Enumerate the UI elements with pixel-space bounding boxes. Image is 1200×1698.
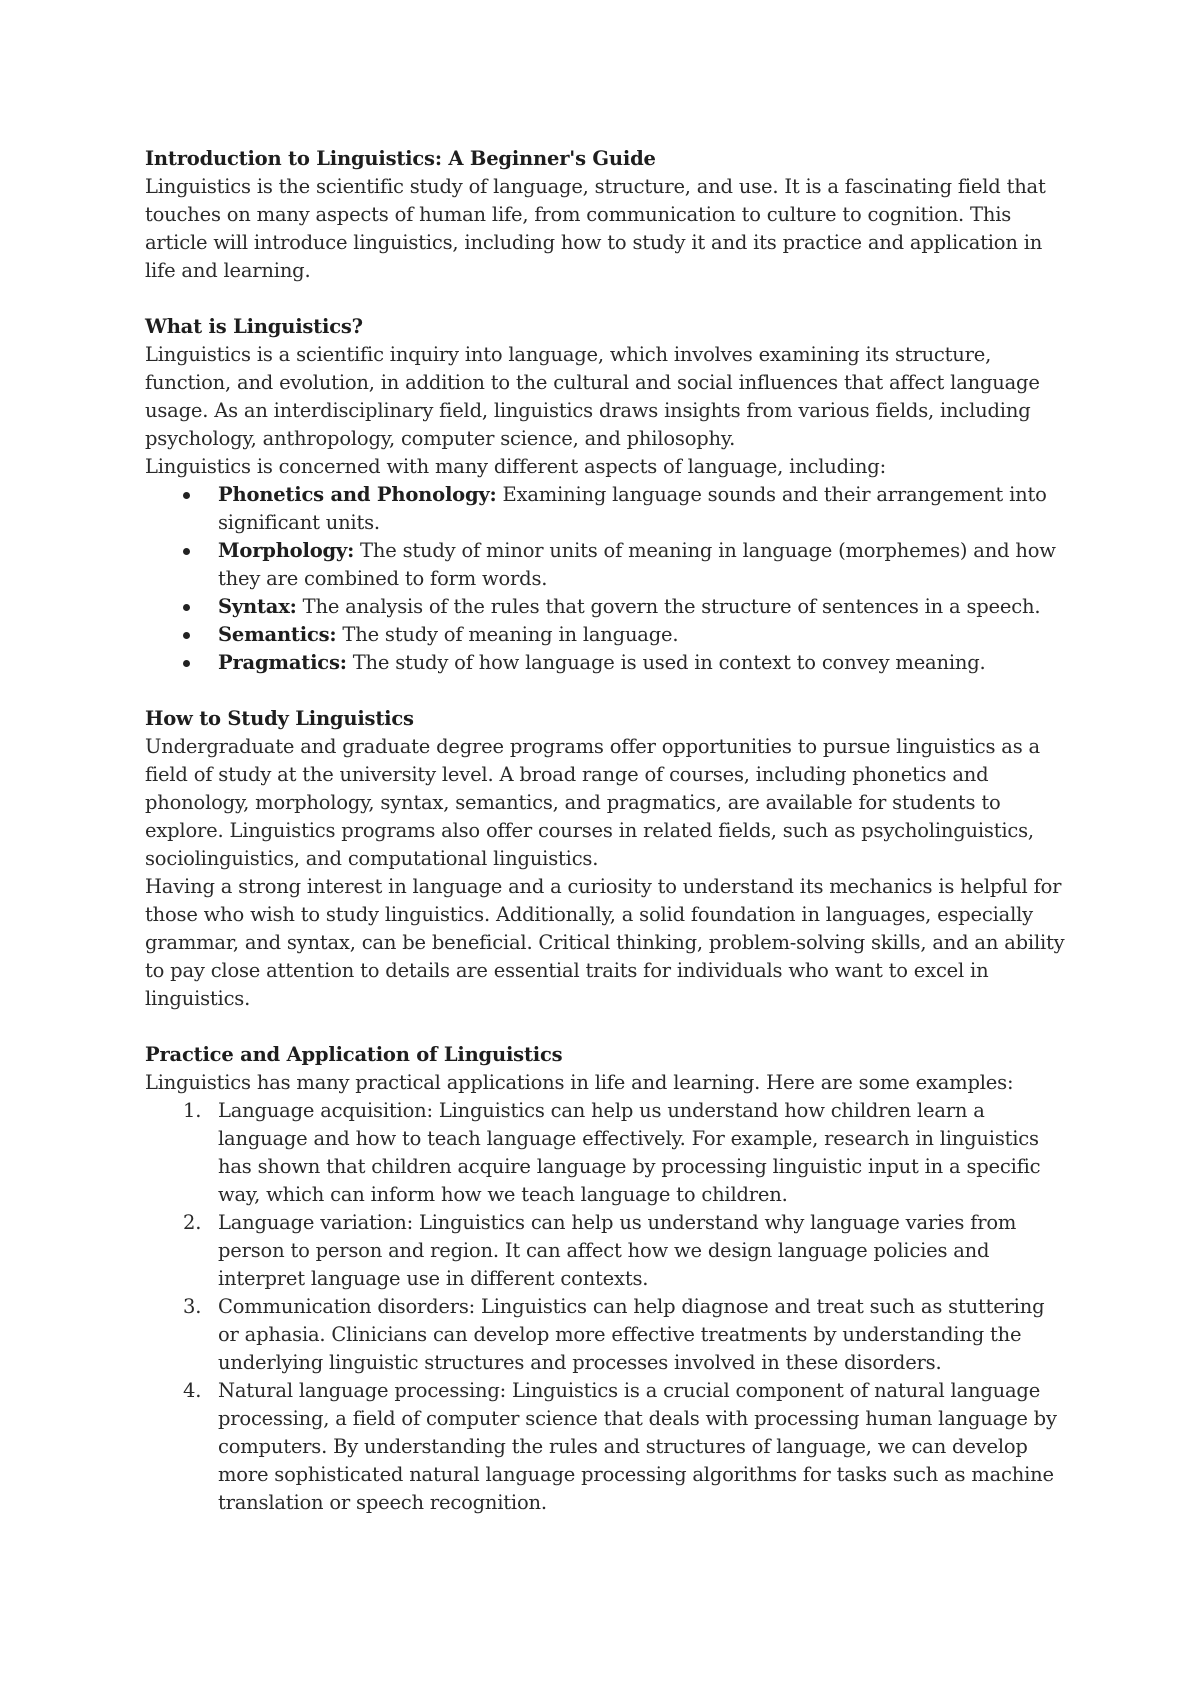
list-item-number: 2. [183, 1211, 202, 1234]
list-item-number: 4. [183, 1379, 202, 1402]
list-item-term: Pragmatics: [218, 651, 347, 674]
list-item-text: Language acquisition: Linguistics can help us understand how children learn a language and how to teach language effectively. For example, research in linguistics has shown that children acquire language by processing linguistic input in a specific way, which can inform how we teach language to children. [218, 1099, 1041, 1206]
list-item [145, 481, 1065, 537]
list-item-text: The study of meaning in language. [336, 623, 679, 646]
list-item [145, 537, 1065, 593]
applications-list [145, 1097, 1065, 1517]
list-item-term: Syntax: [218, 595, 297, 618]
list-item-text: Examining language sounds and their arrangement into significant units. [218, 483, 1047, 534]
list-item-number: 3. [183, 1295, 202, 1318]
list-item-number: 1. [183, 1099, 202, 1122]
list-item-text: Natural language processing: Linguistics is a crucial component of natural language processing, a field of computer science that deals with processing human language by computers. By understanding the rules and structures of language, we can develop more sophisticated natural language processing algorithms for tasks such as machine translation or speech recognition. [218, 1379, 1057, 1514]
practice-paragraph-1: Linguistics has many practical applications in life and learning. Here are some examples: [145, 1071, 1014, 1094]
list-item [145, 1377, 1065, 1517]
list-item [145, 1293, 1065, 1377]
list-item [145, 1209, 1065, 1293]
list-item-text: The study of minor units of meaning in language (morphemes) and how they are combined to form words. [218, 539, 1056, 590]
heading-practice-application: Practice and Application of Linguistics [145, 1043, 563, 1066]
list-item [145, 649, 1065, 677]
list-item-term: Semantics: [218, 623, 337, 646]
list-item-term: Phonetics and Phonology: [218, 483, 497, 506]
spacer [145, 677, 1065, 705]
list-item [145, 593, 1065, 621]
list-item [145, 1097, 1065, 1209]
list-item-text: The study of how language is used in context to convey meaning. [346, 651, 986, 674]
how-paragraph-1: Undergraduate and graduate degree programs offer opportunities to pursue linguistics as a field of study at the university level. A broad range of courses, including phonetics and phonology, morphology, syntax, semantics, and pragmatics, are available for students to explore. Linguistics programs also offer courses in related fields, such as psycholinguistics, sociolinguistics, and computational linguistics. [145, 735, 1040, 870]
document-title: Introduction to Linguistics: A Beginner's Guide [145, 147, 656, 170]
what-paragraph-1: Linguistics is a scientific inquiry into language, which involves examining its structure, function, and evolution, in addition to the cultural and social influences that affect language usage. As an interdisciplinary field, linguistics draws insights from various fields, including psychology, anthropology, computer science, and philosophy. [145, 343, 1040, 450]
list-item-text: Communication disorders: Linguistics can help diagnose and treat such as stuttering or aphasia. Clinicians can develop more effective treatments by understanding the underlying linguistic structures and processes involved in these disorders. [218, 1295, 1045, 1374]
what-paragraph-2: Linguistics is concerned with many different aspects of language, including: [145, 455, 886, 478]
aspects-list [145, 481, 1065, 677]
list-item-text: The analysis of the rules that govern the structure of sentences in a speech. [296, 595, 1041, 618]
how-paragraph-2: Having a strong interest in language and a curiosity to understand its mechanics is helpful for those who wish to study linguistics. Additionally, a solid foundation in languages, especially grammar, and syntax, can be beneficial. Critical thinking, problem-solving skills, and an ability to pay close attention to details are essential traits for individuals who want to excel in linguistics. [145, 875, 1065, 1010]
list-item [145, 621, 1065, 649]
document-body [145, 145, 1065, 1517]
intro-paragraph: Linguistics is the scientific study of language, structure, and use. It is a fascinating field that touches on many aspects of human life, from communication to culture to cognition. This article will introduce linguistics, including how to study it and its practice and application in life and learning. [145, 175, 1046, 282]
list-item-text: Language variation: Linguistics can help us understand why language varies from person to person and region. It can affect how we design language policies and interpret language use in different contexts. [218, 1211, 1017, 1290]
list-item-term: Morphology: [218, 539, 355, 562]
spacer [145, 1013, 1065, 1041]
spacer [145, 285, 1065, 313]
heading-how-to-study: How to Study Linguistics [145, 707, 414, 730]
heading-what-is-linguistics: What is Linguistics? [145, 315, 363, 338]
